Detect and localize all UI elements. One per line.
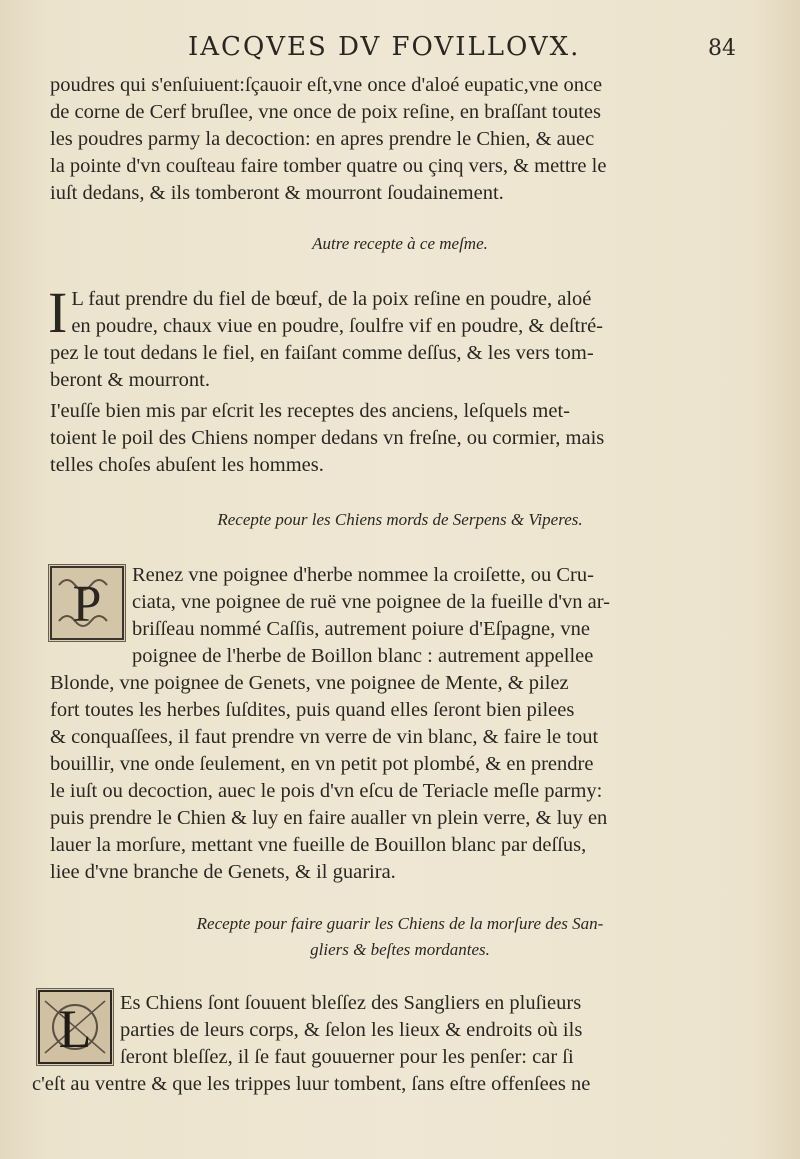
text-line: beront & mourront. <box>50 369 210 391</box>
page-number: 84 <box>708 36 736 61</box>
running-title: IACQVES DV FOVILLOVX. <box>188 32 581 62</box>
section-heading: Recepte pour les Chiens mords de Serpens & Viperes. <box>217 510 583 529</box>
text-line: ſeront bleſſez, il ſe faut gouuerner pour les penſer: car ſi <box>120 1046 574 1068</box>
text-line: pez le tout dedans le fiel, en faiſant comme deſſus, & les vers tom- <box>50 342 594 364</box>
svg-text:P: P <box>72 576 102 633</box>
text-line: liee d'vne branche de Genets, & il guarira. <box>50 861 396 883</box>
text-line: briſſeau nommé Caſſis, autrement poiure d'Eſpagne, vne <box>132 618 590 640</box>
text-line: bouillir, vne onde ſeulement, en vn petit pot plombé, & en prendre <box>50 753 594 775</box>
text-line: Es Chiens ſont ſouuent bleſſez des Sangliers en pluſieurs <box>120 992 582 1014</box>
text-line: la pointe d'vn couſteau faire tomber quatre ou çinq vers, & mettre le <box>50 155 607 177</box>
text-line: ciata, vne poignee de ruë vne poignee de la fueille d'vn ar- <box>132 591 610 613</box>
section-heading-line1: Recepte pour faire guarir les Chiens de la morſure des San- <box>196 914 604 933</box>
paragraph-autre-recepte <box>48 280 740 394</box>
paragraph-sangliers-start <box>120 990 720 1071</box>
text-line: parties de leurs corps, & ſelon les lieux & endroits où ils <box>120 1019 583 1041</box>
text-line: & conquaſſees, il faut prendre vn verre de vin blanc, & faire le tout <box>50 726 599 748</box>
decorated-initial-L-icon <box>36 988 114 1066</box>
text-line: telles choſes abuſent les hommes. <box>50 454 324 476</box>
text-line: le iuſt ou decoction, auec le pois d'vn eſcu de Teriacle meſle parmy: <box>50 780 603 802</box>
text-line: Blonde, vne poignee de Genets, vne poignee de Mente, & pilez <box>50 672 569 694</box>
text-line: fort toutes les herbes ſuſdites, puis quand elles ſeront bien pilees <box>50 699 575 721</box>
text-line: L faut prendre du fiel de bœuf, de la poix reſine en poudre, aloé <box>71 288 592 310</box>
text-line: en poudre, chaux viue en poudre, ſoulfre vif en poudre, & deſtré- <box>71 315 603 337</box>
text-line: lauer la morſure, mettant vne fueille de Bouillon blanc par deſſus, <box>50 834 587 856</box>
text-line: iuſt dedans, & ils tomberont & mourront ſoudainement. <box>50 182 504 204</box>
section-heading: Autre recepte à ce meſme. <box>312 234 488 253</box>
text-line: poignee de l'herbe de Boillon blanc : autrement appellee <box>132 645 594 667</box>
text-line: I'euſſe bien mis par eſcrit les receptes des anciens, leſquels met- <box>50 400 570 422</box>
section-heading-line2: gliers & beſtes mordantes. <box>310 940 490 959</box>
text-line: de corne de Cerf bruſlee, vne once de poix reſine, en braſſant toutes <box>50 101 601 123</box>
text-line: poudres qui s'enſuiuent:ſçauoir eſt,vne once d'aloé eupatic,vne once <box>50 74 603 96</box>
svg-text:L: L <box>58 999 92 1059</box>
text-line: les poudres parmy la decoction: en apres prendre le Chien, & auec <box>50 128 595 150</box>
paragraph-continued <box>50 72 740 207</box>
text-line: c'eſt au ventre & que les trippes luur tombent, ſans eſtre offenſees ne <box>32 1073 591 1095</box>
text-line: puis prendre le Chien & luy en faire aualler vn plein verre, & luy en <box>50 807 608 829</box>
page-header <box>0 24 800 68</box>
text-line: Renez vne poignee d'herbe nommee la croiſette, ou Cru- <box>132 564 594 586</box>
decorated-initial-P-icon <box>48 564 126 642</box>
paragraph-serpens <box>50 670 740 886</box>
paragraph-anciens <box>50 398 740 479</box>
paragraph-sangliers <box>32 1071 722 1098</box>
paragraph-serpens-start <box>132 562 740 670</box>
text-line: toient le poil des Chiens nomper dedans vn freſne, ou cormier, mais <box>50 427 605 449</box>
initial-letter: I <box>48 280 68 345</box>
